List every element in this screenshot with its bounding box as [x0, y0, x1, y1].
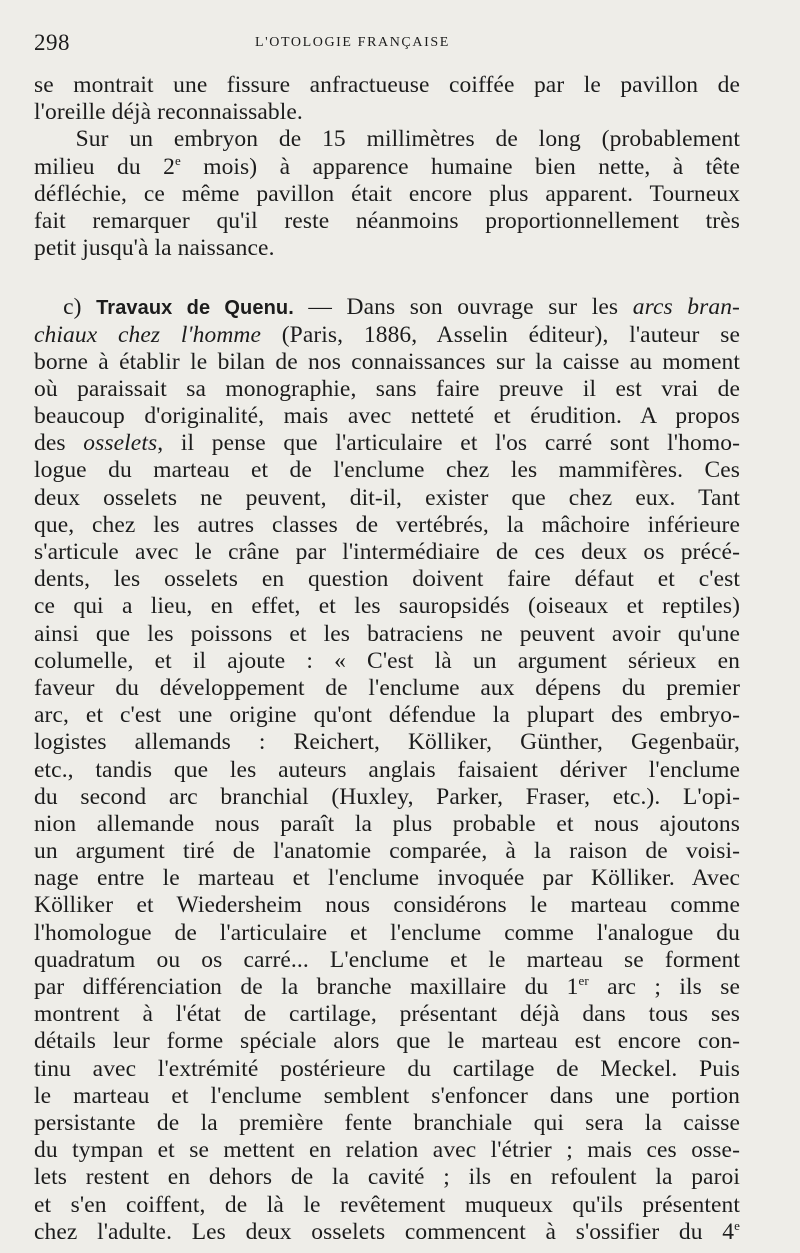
text-line: tinu avec l'extrémité postérieure du cartilage de Meckel. Puis — [34, 1055, 740, 1082]
text-line: Sur un embryon de 15 millimètres de long (probablement — [75, 126, 740, 153]
running-head: L'OTOLOGIE FRANÇAISE — [255, 35, 450, 50]
text-line: le marteau et l'enclume semblent s'enfoncer dans une portion — [34, 1082, 740, 1109]
text-line: l'oreille déjà reconnaissable. — [34, 99, 303, 126]
text-line: du second arc branchial (Huxley, Parker, Fraser, etc.). L'opi- — [34, 783, 740, 810]
text-line: se montrait une fissure anfractueuse coiffée par le pavillon de — [34, 72, 740, 98]
text-line: c) Travaux de Quenu. — Dans son ouvrage sur les arcs bran- — [63, 294, 740, 321]
text-line: ce qui a lieu, en effet, et les sauropsidés (oiseaux et reptiles) — [34, 593, 740, 620]
text-line: beaucoup d'originalité, mais avec netteté et érudition. A propos — [34, 403, 740, 430]
section-label: c) — [63, 294, 97, 321]
text-line: ainsi que les poissons et les batraciens ne peuvent avoir qu'une — [34, 620, 740, 647]
text-line: fait remarquer qu'il reste néanmoins proportionnellement très — [34, 207, 740, 234]
section-heading: Travaux de Quenu. — [96, 297, 294, 320]
text-line: petit jusqu'à la naissance. — [34, 235, 275, 262]
emphasis: osselets — [83, 430, 158, 457]
text-line: faveur du développement de l'enclume aux dépens du premier — [34, 674, 740, 701]
book-title: arcs bran- — [632, 294, 740, 321]
text-line: s'articule avec le crâne par l'intermédiaire de ces deux os précé- — [34, 539, 740, 565]
text-line: montrent à l'état de cartilage, présentant déjà dans tous ses — [34, 1001, 740, 1028]
text-line: milieu du 2e mois) à apparence humaine bien nette, à tête — [34, 152, 740, 180]
text-line: logistes allemands : Reichert, Kölliker, Günther, Gegenbaür, — [34, 729, 740, 756]
text-line: par différenciation de la branche maxillaire du 1er arc ; ils se — [34, 973, 740, 1000]
text-line: deux osselets ne peuvent, dit-il, exister que chez eux. Tant — [34, 484, 740, 511]
book-title-cont: chiaux chez l'homme — [34, 321, 261, 348]
text-line: persistante de la première fente branchiale qui sera la caisse — [34, 1109, 740, 1136]
text-line: nion allemande nous paraît la plus probable et nous ajoutons — [34, 810, 740, 837]
text-line: où paraissait sa monographie, sans faire preuve il est vrai de — [34, 375, 740, 402]
text-line: des osselets, il pense que l'articulaire et l'os carré sont l'homo- — [34, 430, 740, 457]
paragraph-gap — [34, 262, 740, 294]
body-text — [34, 72, 740, 1246]
page-number: 298 — [34, 30, 70, 55]
text-line: Kölliker et Wiedersheim nous considérons le marteau comme — [34, 892, 740, 919]
text-line: défléchie, ce même pavillon était encore plus apparent. Tourneux — [34, 180, 740, 207]
text-line: du tympan et se mettent en relation avec l'étrier ; mais ces osse- — [34, 1137, 740, 1164]
text-line: que, chez les autres classes de vertébrés, la mâchoire inférieure — [34, 511, 740, 538]
text-line: quadratum ou os carré... L'enclume et le marteau se forment — [34, 946, 740, 973]
text-line: columelle, et il ajoute : « C'est là un argument sérieux en — [34, 647, 740, 674]
text-line: un argument tiré de l'anatomie comparée, à la raison de voisi- — [34, 838, 740, 865]
text-line: borne à établir le bilan de nos connaissances sur la caisse au moment — [34, 348, 740, 375]
text-line: etc., tandis que les auteurs anglais faisaient dériver l'enclume — [34, 756, 740, 783]
text-line: chiaux chez l'homme (Paris, 1886, Asselin éditeur), l'auteur se — [34, 321, 740, 348]
text-line: l'homologue de l'articulaire et l'enclume comme l'analogue du — [34, 919, 740, 946]
text-line: lets restent en dehors de la cavité ; ils en refoulent la paroi — [34, 1164, 740, 1191]
text-line: dents, les osselets en question doivent faire défaut et c'est — [34, 566, 740, 593]
text-line: détails leur forme spéciale alors que le marteau est encore con- — [34, 1028, 740, 1055]
text-line: chez l'adulte. Les deux osselets commencent à s'ossifier du 4e — [34, 1217, 740, 1245]
text-line: et s'en coiffent, de là le revêtement muqueux qu'ils présentent — [34, 1191, 740, 1218]
text-line: arc, et c'est une origine qu'ont défendue la plupart des embryo- — [34, 702, 740, 729]
text-line: logue du marteau et de l'enclume chez les mammifères. Ces — [34, 457, 740, 484]
text-line: nage entre le marteau et l'enclume invoquée par Kölliker. Avec — [34, 865, 740, 892]
